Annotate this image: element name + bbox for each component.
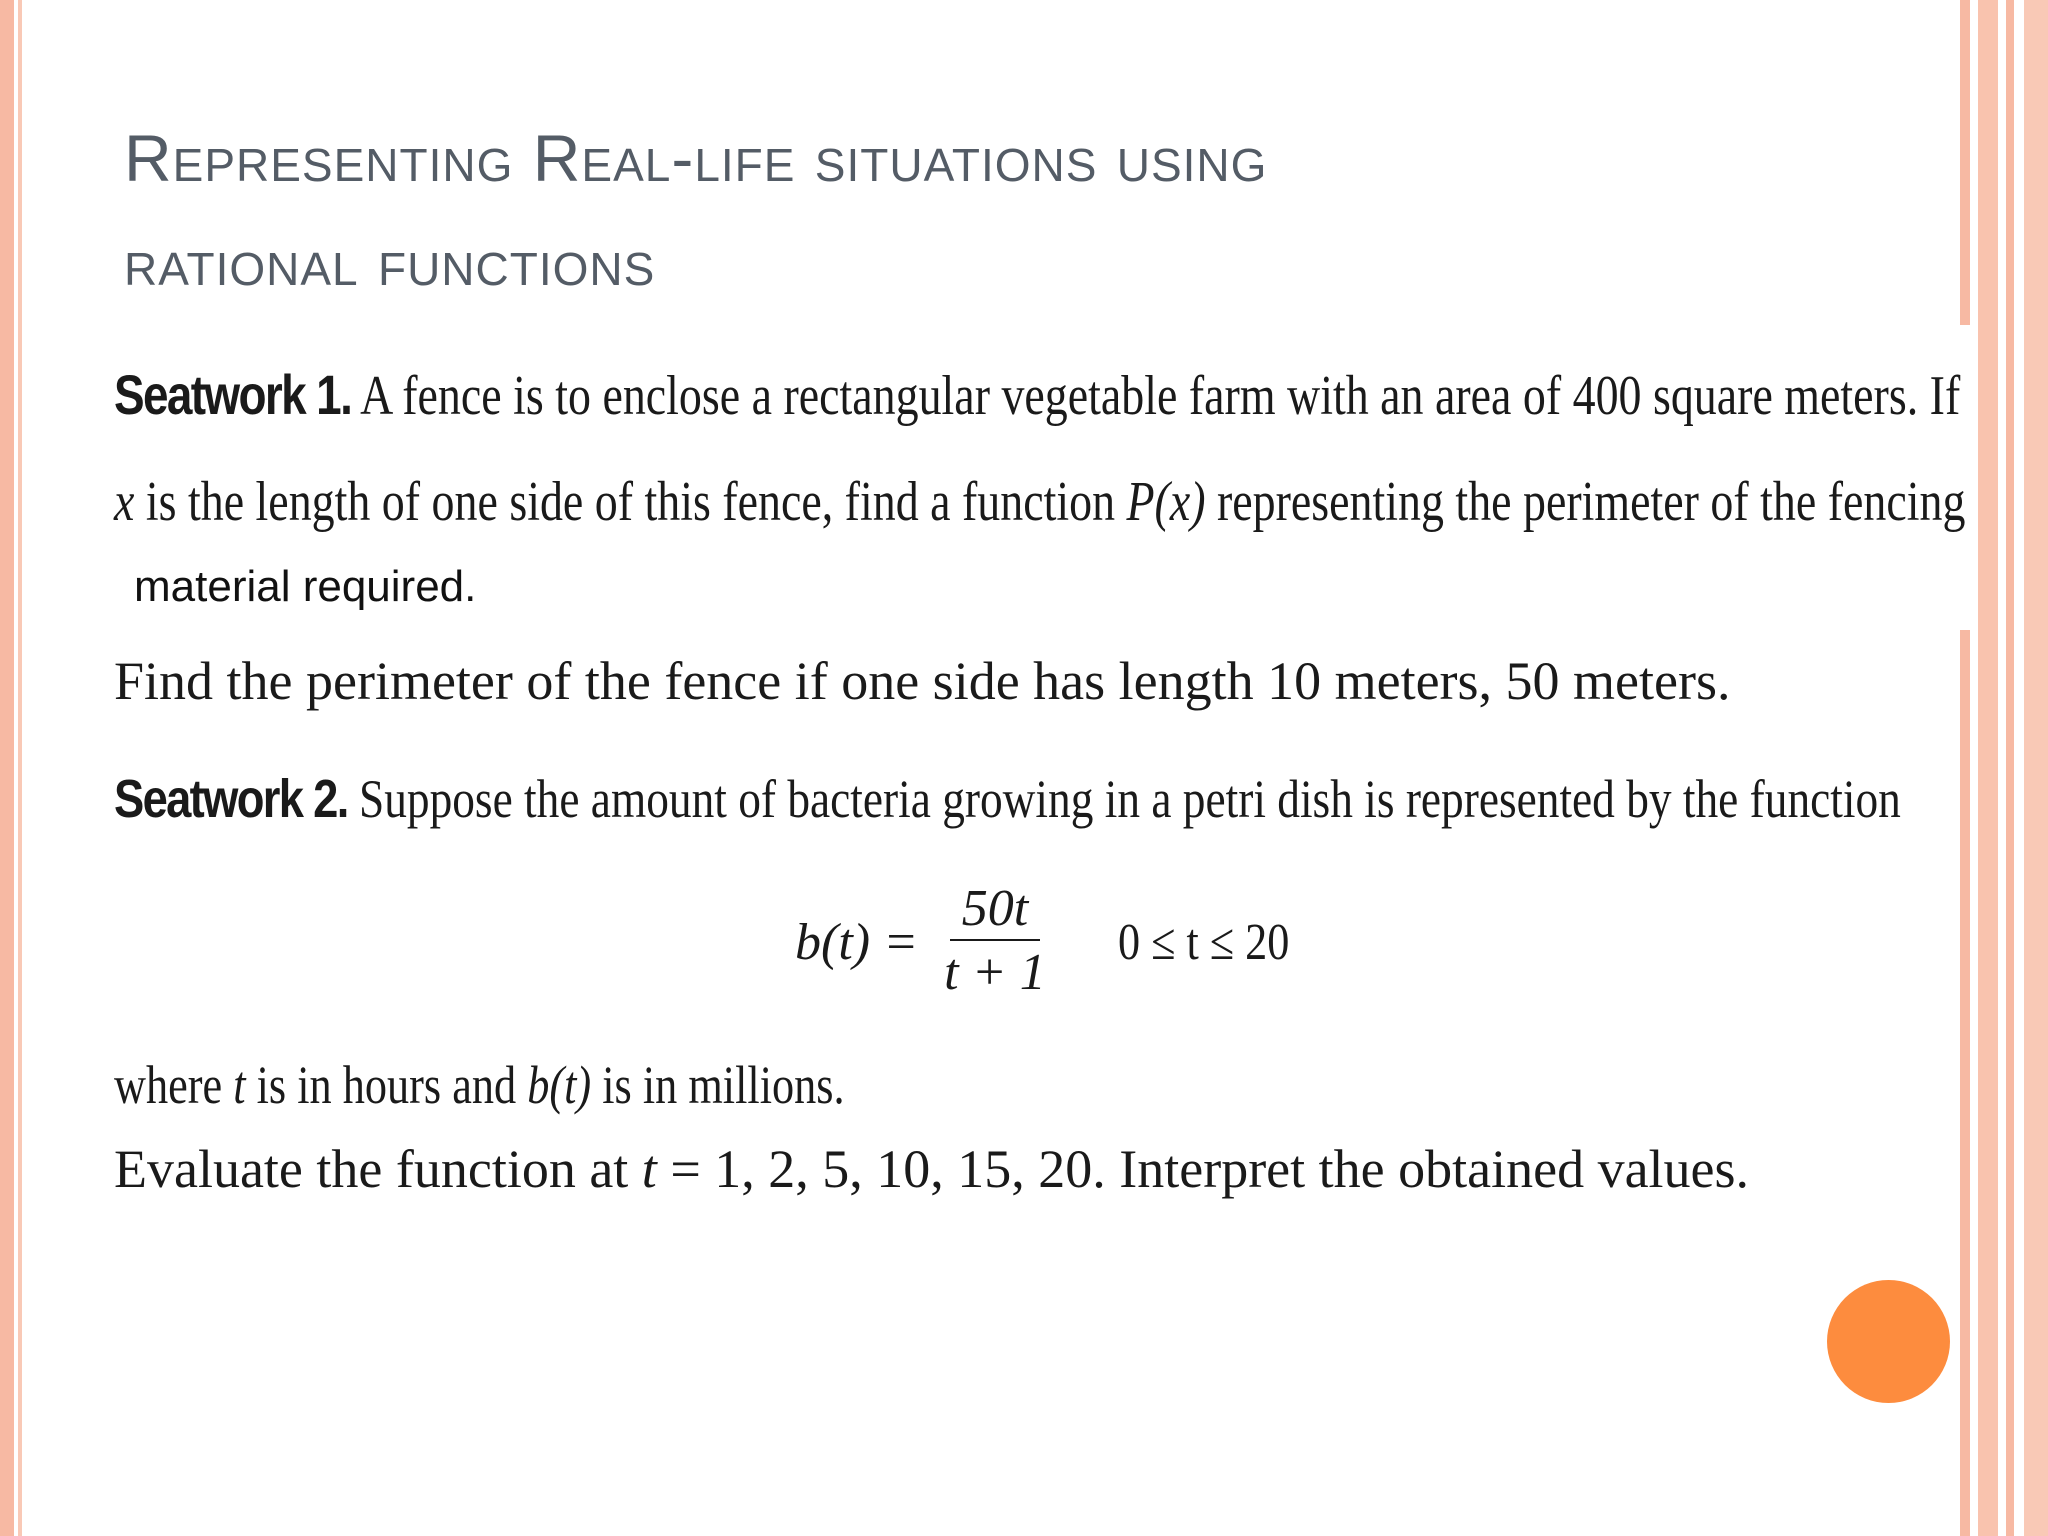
slide-title-line-1: Representing Real-life situations using (124, 121, 1268, 195)
seatwork1-text-1: A fence is to enclose a rectangular vegetable farm with an area of 400 square meters. If (360, 365, 1961, 427)
variable-x: x (114, 471, 135, 533)
seatwork2-text-1: Suppose the amount of bacteria growing in a petri dish is represented by the function (358, 769, 1901, 829)
seatwork1-text-2b: representing the perimeter of the fencing (1205, 471, 1966, 533)
formula-numerator: 50t (961, 880, 1029, 937)
left-border-thin-stripe (18, 0, 22, 1536)
formula-fraction (938, 879, 1052, 1005)
function-bt: b(t) (527, 1055, 592, 1115)
slide-title-line-2: rational functions (124, 225, 656, 299)
seatwork1-line-3: material required. (134, 562, 477, 611)
seatwork1-question: Find the perimeter of the fence if one side has length 10 meters, 50 meters. (114, 651, 1731, 711)
slide-title (124, 106, 1924, 314)
bacteria-formula (795, 872, 1319, 1012)
variable-t: t (233, 1055, 246, 1115)
formula-denominator: t + 1 (944, 944, 1046, 1001)
seatwork2-line-1 (114, 768, 2048, 830)
orange-circle-decoration (1827, 1280, 1950, 1403)
seatwork2-text-2c: is in millions. (591, 1055, 845, 1115)
seatwork2-text-3b: = 1, 2, 5, 10, 15, 20. Interpret the obtained values. (656, 1139, 1750, 1199)
perimeter-function: P(x) (1126, 471, 1206, 533)
seatwork1-label: Seatwork 1. (114, 363, 352, 426)
left-border-stripe (0, 0, 14, 1536)
seatwork1-line-2 (114, 470, 2048, 534)
seatwork2-text-3a: Evaluate the function at (114, 1139, 642, 1199)
seatwork2-label: Seatwork 2. (114, 769, 348, 829)
formula-lhs: b(t) = (795, 913, 919, 971)
seatwork2-line-2 (114, 1054, 1005, 1116)
seatwork1-text-2a: is the length of one side of this fence, find a function (134, 471, 1127, 533)
seatwork1-line-1 (114, 362, 2048, 428)
seatwork2-text-2a: where (114, 1055, 234, 1115)
formula-domain: 0 ≤ t ≤ 20 (1117, 913, 1290, 971)
seatwork2-text-2b: is in hours and (245, 1055, 528, 1115)
variable-t-eval: t (641, 1139, 657, 1199)
seatwork2-question (114, 1138, 1749, 1200)
